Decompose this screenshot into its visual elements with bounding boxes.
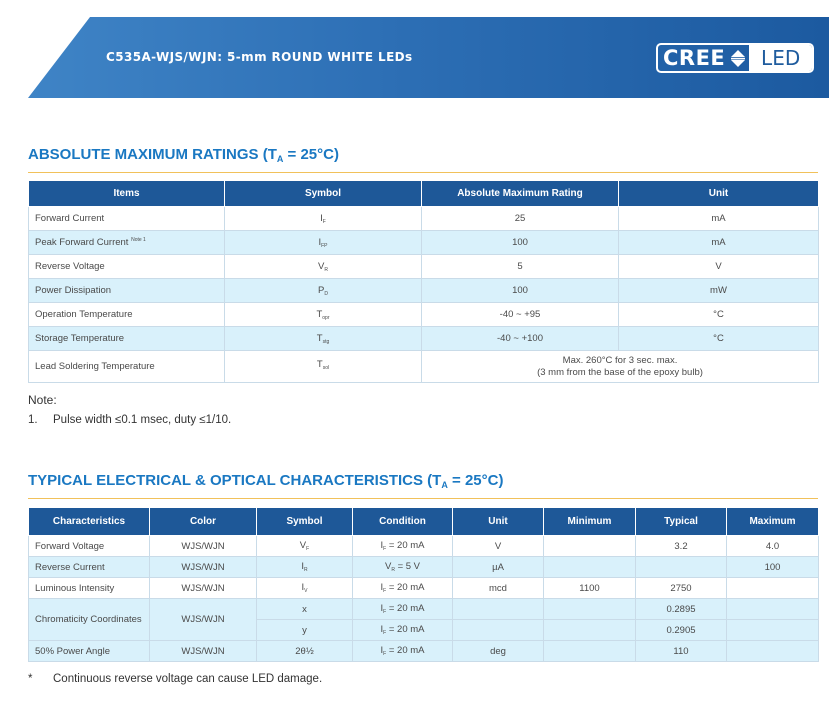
unit-cell [453, 620, 544, 641]
cree-led-logo [656, 43, 814, 73]
column-header: Absolute Maximum Rating [422, 181, 619, 207]
table-row [29, 578, 819, 599]
rating-cell: -40 ~ +100 [422, 327, 619, 351]
symbol-cell: x [257, 599, 353, 620]
unit-cell: mA [619, 207, 819, 231]
amr-title-main: ABSOLUTE MAXIMUM RATINGS (T [28, 146, 277, 163]
logo-led-text: LED [749, 45, 812, 71]
symbol-cell: $T_{sol}$ [225, 351, 422, 383]
symbol-cell: y [257, 620, 353, 641]
maximum-cell [727, 620, 819, 641]
amr-title-rule [28, 172, 818, 173]
item-cell: Reverse Voltage [29, 255, 225, 279]
condition-cell: $I_F = 20$ mA [353, 641, 453, 662]
table-row [29, 351, 819, 383]
table-row [29, 279, 819, 303]
typical-cell: 3.2 [636, 536, 727, 557]
column-header: Maximum [727, 508, 819, 536]
column-header: Unit [619, 181, 819, 207]
maximum-cell: 100 [727, 557, 819, 578]
amr-section-title [28, 146, 339, 164]
unit-cell: V [453, 536, 544, 557]
condition-cell: $I_F = 20$ mA [353, 599, 453, 620]
characteristic-cell: Luminous Intensity [29, 578, 150, 599]
symbol-cell: $I_V$ [257, 578, 353, 599]
typical-cell: 2750 [636, 578, 727, 599]
unit-cell: °C [619, 327, 819, 351]
table-row [29, 327, 819, 351]
logo-cree-text: CREE [663, 46, 726, 70]
minimum-cell [544, 536, 636, 557]
note-item: 1. Pulse width ≤0.1 msec, duty ≤1/10. [28, 414, 232, 426]
table-row [29, 207, 819, 231]
characteristic-cell: Reverse Current [29, 557, 150, 578]
symbol-cell: $T_{stg}$ [225, 327, 422, 351]
amr-title-sub: A [276, 154, 284, 164]
rating-cell: 5 [422, 255, 619, 279]
column-header: Unit [453, 508, 544, 536]
rating-cell: 100 [422, 279, 619, 303]
rating-cell: 25 [422, 207, 619, 231]
table-row [29, 255, 819, 279]
maximum-cell [727, 578, 819, 599]
unit-cell: mcd [453, 578, 544, 599]
teoc-title-sub: A [441, 480, 448, 490]
typical-cell: 0.2905 [636, 620, 727, 641]
symbol-cell: 2θ½ [257, 641, 353, 662]
minimum-cell [544, 599, 636, 620]
symbol-cell: $I_R$ [257, 557, 353, 578]
unit-cell: µA [453, 557, 544, 578]
column-header: Minimum [544, 508, 636, 536]
table-row [29, 557, 819, 578]
color-cell: WJS/WJN [150, 578, 257, 599]
symbol-cell: $T_{opr}$ [225, 303, 422, 327]
teoc-title-main: TYPICAL ELECTRICAL & OPTICAL CHARACTERISTICS (T [28, 472, 442, 489]
symbol-cell: $I_{FP}$ [225, 231, 422, 255]
item-cell: Peak Forward Current $^{Note 1}$ [29, 231, 225, 255]
maximum-cell: 4.0 [727, 536, 819, 557]
symbol-cell: $V_R$ [225, 255, 422, 279]
unit-cell: °C [619, 303, 819, 327]
color-cell: WJS/WJN [150, 536, 257, 557]
minimum-cell [544, 557, 636, 578]
characteristic-cell: Forward Voltage [29, 536, 150, 557]
note-heading: Note: [28, 393, 57, 407]
unit-cell: mA [619, 231, 819, 255]
table-row [29, 231, 819, 255]
typical-cell [636, 557, 727, 578]
item-cell: Operation Temperature [29, 303, 225, 327]
color-cell: WJS/WJN [150, 557, 257, 578]
unit-cell: V [619, 255, 819, 279]
table-row [29, 536, 819, 557]
column-header: Typical [636, 508, 727, 536]
column-header: Color [150, 508, 257, 536]
column-header: Condition [353, 508, 453, 536]
maximum-cell [727, 599, 819, 620]
condition-cell: $I_F = 20$ mA [353, 536, 453, 557]
electrical-optical-characteristics-table [28, 507, 819, 662]
table-row [29, 599, 819, 620]
item-cell: Lead Soldering Temperature [29, 351, 225, 383]
amr-title-tail: = 25°C) [283, 146, 339, 163]
symbol-cell: $P_D$ [225, 279, 422, 303]
absolute-maximum-ratings-table [28, 180, 819, 383]
item-cell: Storage Temperature [29, 327, 225, 351]
typical-cell: 110 [636, 641, 727, 662]
unit-cell [453, 599, 544, 620]
color-cell: WJS/WJN [150, 599, 257, 641]
note-reference: Note 1 [131, 237, 146, 243]
rating-line-1: Max. 260°C for 3 sec. max. [562, 354, 678, 366]
footnote: * Continuous reverse voltage can cause LED damage. [28, 673, 323, 685]
symbol-cell: $V_F$ [257, 536, 353, 557]
teoc-title-tail: = 25°C) [447, 472, 504, 489]
maximum-cell [727, 641, 819, 662]
color-cell: WJS/WJN [150, 641, 257, 662]
minimum-cell [544, 641, 636, 662]
item-cell: Power Dissipation [29, 279, 225, 303]
document-title: C535A-WJS/WJN: 5-mm ROUND WHITE LEDs [106, 50, 413, 64]
rating-cell: -40 ~ +95 [422, 303, 619, 327]
condition-cell: $I_F = 20$ mA [353, 578, 453, 599]
unit-cell: mW [619, 279, 819, 303]
rating-cell: 100 [422, 231, 619, 255]
teoc-section-title [28, 472, 503, 490]
condition-cell: $V_R = 5$ V [353, 557, 453, 578]
condition-cell: $I_F = 20$ mA [353, 620, 453, 641]
table-row [29, 303, 819, 327]
minimum-cell [544, 620, 636, 641]
rating-line-2: (3 mm from the base of the epoxy bulb) [537, 366, 703, 378]
column-header: Symbol [225, 181, 422, 207]
cree-arrows-icon [727, 45, 749, 71]
symbol-cell: $I_F$ [225, 207, 422, 231]
minimum-cell: 1100 [544, 578, 636, 599]
column-header: Items [29, 181, 225, 207]
rating-cell [422, 351, 819, 383]
column-header: Characteristics [29, 508, 150, 536]
teoc-title-rule [28, 498, 818, 499]
typical-cell: 0.2895 [636, 599, 727, 620]
unit-cell: deg [453, 641, 544, 662]
column-header: Symbol [257, 508, 353, 536]
characteristic-cell: 50% Power Angle [29, 641, 150, 662]
characteristic-cell: Chromaticity Coordinates [29, 599, 150, 641]
table-row [29, 641, 819, 662]
item-cell: Forward Current [29, 207, 225, 231]
